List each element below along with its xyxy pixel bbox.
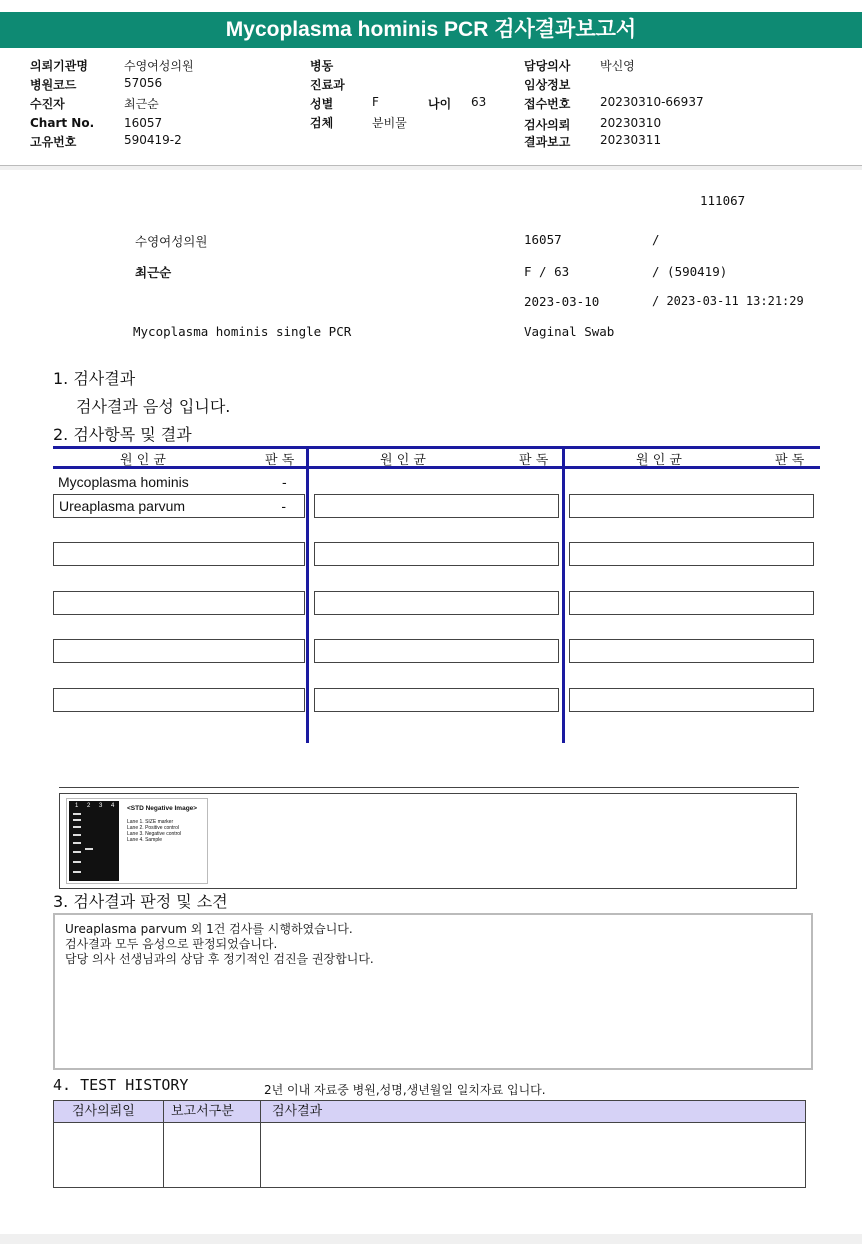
opinion-box (53, 913, 813, 1070)
unique-no-value: 590419-2 (124, 133, 182, 147)
hospital-code-label: 병원코드 (30, 78, 77, 92)
sheet-institution: 수영여성의원 (135, 234, 208, 249)
grid-divider-1 (306, 446, 309, 743)
history-table (53, 1100, 806, 1188)
doctor-label: 담당의사 (524, 59, 571, 73)
section1-title: 1. 검사결과 (53, 369, 136, 388)
history-col-report-type: 보고서구분 (171, 1104, 234, 1119)
lane-number: 3 (99, 803, 103, 809)
col-header-pathogen-2: 원 인 균 (380, 453, 426, 468)
sheet-sex-age: F / 63 (524, 264, 570, 279)
report-sheet (0, 170, 862, 1234)
sex-value: F (372, 95, 379, 109)
empty-cell (569, 591, 814, 615)
request-date-label: 검사의뢰 (524, 118, 571, 132)
report-date-label: 결과보고 (524, 135, 571, 149)
grid-divider-2 (562, 446, 565, 743)
age-label: 나이 (428, 97, 452, 111)
pathogen-result: - (281, 498, 286, 514)
patient-value: 최근순 (124, 97, 159, 111)
history-col-request-date: 검사의뢰일 (72, 1104, 135, 1119)
gel-legend-item: Lane 2. Positive control (127, 825, 179, 831)
sheet-chart-no: 16057 (524, 232, 562, 247)
section3-title: 3. 검사결과 판정 및 소견 (53, 892, 228, 911)
col-header-pathogen-3: 원 인 균 (636, 453, 682, 468)
empty-cell (569, 639, 814, 663)
empty-cell (53, 591, 305, 615)
unique-no-label: 고유번호 (30, 135, 77, 149)
institution-value: 수영여성의원 (124, 59, 194, 73)
empty-cell (569, 688, 814, 712)
section4-title: 4. TEST HISTORY (53, 1076, 189, 1094)
pathogen-name: Mycoplasma hominis (58, 474, 189, 490)
pathogen-result: - (282, 474, 287, 490)
sheet-patient: 최근순 (135, 265, 172, 280)
gel-image (69, 801, 119, 881)
empty-cell (314, 688, 559, 712)
empty-cell (314, 639, 559, 663)
empty-cell (314, 542, 559, 566)
gel-band (73, 819, 81, 821)
col-header-pathogen-1: 원 인 균 (120, 453, 166, 468)
sheet-slash: / (652, 232, 660, 247)
sex-label: 성별 (310, 97, 334, 111)
request-date-value: 20230310 (600, 116, 662, 130)
gel-band (73, 842, 81, 844)
report-header (0, 0, 862, 166)
sheet-report-datetime: / 2023-03-11 13:21:29 (652, 294, 804, 308)
sheet-specimen: Vaginal Swab (524, 324, 615, 339)
gel-legend-item: Lane 4. Sample (127, 837, 163, 843)
receipt-no-value: 20230310-66937 (600, 95, 704, 109)
gel-band (73, 851, 81, 853)
report-code: 111067 (700, 193, 746, 208)
empty-cell (569, 542, 814, 566)
history-note: 2년 이내 자료중 병원,성명,생년월일 일치자료 입니다. (264, 1083, 546, 1097)
col-header-result-3: 판 독 (775, 453, 805, 468)
opinion-line: 담당 의사 선생님과의 상담 후 정기적인 검진을 권장합니다. (65, 952, 374, 966)
chart-no-value: 16057 (124, 116, 163, 130)
gel-image-thumbnail (66, 798, 208, 884)
grid-header-rule (53, 466, 820, 469)
history-header-row (54, 1101, 805, 1123)
opinion-line: Ureaplasma parvum 외 1건 검사를 시행하였습니다. (65, 922, 353, 936)
lane-number: 4 (111, 803, 115, 809)
sheet-request-date: 2023-03-10 (524, 294, 600, 309)
gel-band (73, 834, 81, 836)
lane-number: 2 (87, 803, 91, 809)
institution-label: 의뢰기관명 (30, 59, 88, 73)
history-divider (260, 1101, 261, 1187)
divider (59, 787, 799, 788)
lane-number: 1 (75, 803, 79, 809)
empty-cell (569, 494, 814, 518)
clinical-info-label: 임상정보 (524, 78, 571, 92)
empty-cell (53, 688, 305, 712)
gel-image-box (59, 793, 797, 889)
gel-caption: <STD Negative Image> (127, 805, 198, 812)
receipt-no-label: 접수번호 (524, 97, 571, 111)
specimen-label: 검체 (310, 116, 334, 130)
empty-cell (314, 494, 559, 518)
gel-band (73, 871, 81, 873)
table-row (53, 494, 305, 518)
sheet-birth: / (590419) (652, 264, 728, 279)
gel-legend-item: Lane 3. Negative control (127, 831, 182, 837)
gel-band (73, 813, 81, 815)
specimen-value: 분비물 (372, 116, 407, 130)
empty-cell (53, 639, 305, 663)
chart-no-label: Chart No. (30, 116, 95, 130)
gel-band (73, 861, 81, 863)
gel-band (85, 848, 93, 850)
result-summary: 검사결과 음성 입니다. (76, 397, 231, 416)
patient-label: 수진자 (30, 97, 65, 111)
department-label: 진료과 (310, 78, 345, 92)
col-header-result-1: 판 독 (265, 453, 295, 468)
ward-label: 병동 (310, 59, 334, 73)
grid-top-rule (53, 446, 820, 449)
sheet-test-name: Mycoplasma hominis single PCR (133, 324, 352, 339)
section2-title: 2. 검사항목 및 결과 (53, 425, 192, 444)
hospital-code-value: 57056 (124, 76, 163, 90)
age-value: 63 (471, 95, 487, 109)
empty-cell (314, 591, 559, 615)
empty-cell (53, 542, 305, 566)
pathogen-name: Ureaplasma parvum (59, 498, 186, 514)
doctor-value: 박신영 (600, 59, 635, 73)
gel-band (73, 826, 81, 828)
report-title: Mycoplasma hominis PCR 검사결과보고서 (0, 12, 862, 48)
report-date-value: 20230311 (600, 133, 662, 147)
gel-legend-item: Lane 1. SIZE marker (127, 819, 174, 825)
history-divider (163, 1101, 164, 1187)
col-header-result-2: 판 독 (519, 453, 549, 468)
history-col-result: 검사결과 (272, 1104, 323, 1119)
opinion-line: 검사결과 모두 음성으로 판정되었습니다. (65, 937, 278, 951)
